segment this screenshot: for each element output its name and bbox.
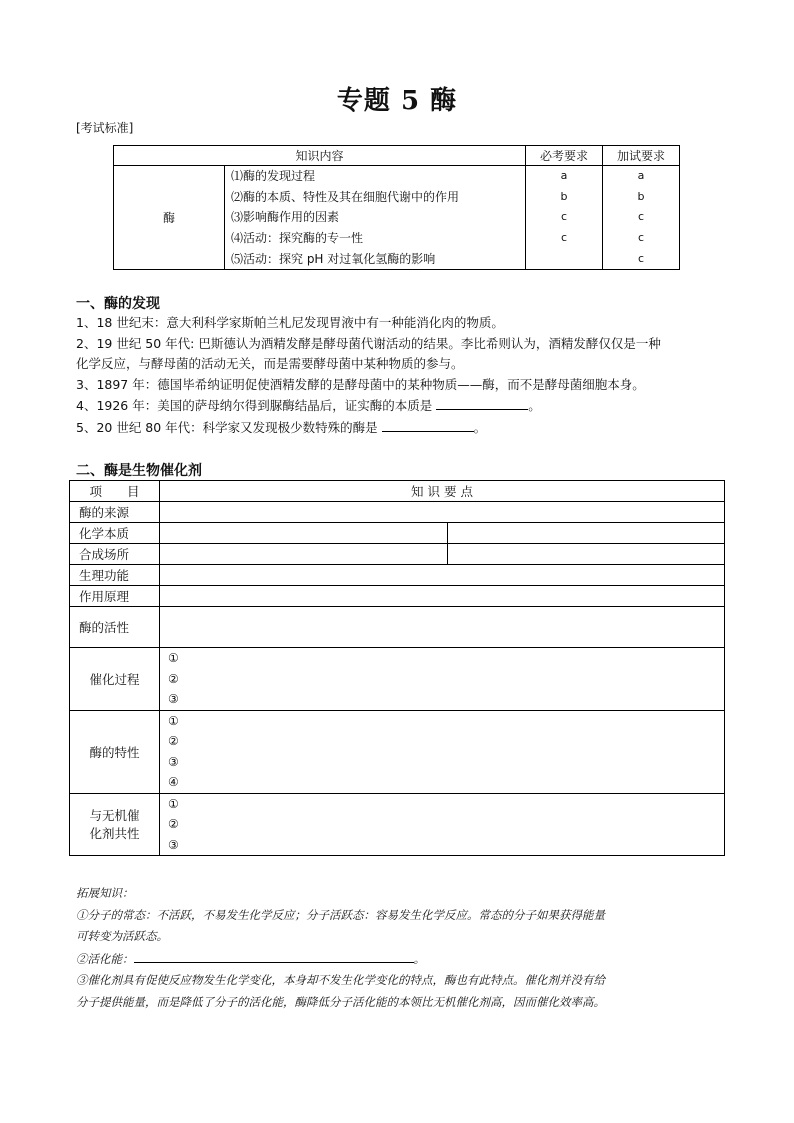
answer-cell-source[interactable] (160, 502, 725, 523)
answer-cell-synthesis-a[interactable] (160, 544, 448, 565)
answer-cell-principle[interactable] (160, 586, 725, 607)
answer-blank-special-enzyme[interactable] (382, 417, 474, 432)
extension-line: 可转变为活跃态。 (76, 929, 168, 943)
item-mark: ① (168, 796, 179, 811)
answer-cell-chemical-b[interactable] (448, 523, 725, 544)
col-points-header: 知 识 要 点 (160, 481, 725, 502)
item-mark: ③ (168, 692, 179, 706)
extension-line: ③催化剂具有促使反应物发生化学变化，本身却不发生化学变化的特点，酶也有此特点。催化剂并没有给 (76, 973, 605, 987)
standard-item: ⑷活动：探究酶的专一性 (231, 231, 364, 246)
required-level (526, 249, 602, 270)
extension-activation (76, 948, 726, 971)
period: 。 (413, 951, 425, 966)
answer-cell-synthesis-b[interactable] (448, 544, 725, 565)
history-line-4 (76, 395, 726, 417)
row-label-common-line1: 与无机催 (89, 808, 140, 824)
answer-cell-process[interactable] (160, 648, 725, 711)
extra-level: c (637, 231, 645, 245)
exam-standard-tag: [考试标准] (76, 121, 134, 135)
answer-blank-enzyme-nature[interactable] (436, 395, 528, 410)
row-label-process: 催化过程 (70, 648, 160, 711)
extension-line: 分子提供能量，而是降低了分子的活化能，酶降低分子活化能的本领比无机催化剂高，因而催化效率高。 (76, 994, 605, 1009)
row-label-traits: 酶的特性 (70, 710, 160, 793)
extra-level: c (637, 210, 645, 224)
header-knowledge: 知识内容 (114, 146, 526, 166)
required-level: a (560, 169, 568, 182)
extra-cell (603, 166, 680, 270)
header-extra: 加试要求 (603, 146, 680, 166)
item-mark: ② (168, 734, 179, 748)
answer-cell-common[interactable] (160, 793, 725, 856)
required-level: c (560, 210, 568, 224)
extra-level: c (637, 251, 645, 265)
item-mark: ③ (168, 837, 179, 852)
item-mark: ④ (168, 775, 179, 789)
extra-level: a (637, 169, 645, 182)
header-required: 必考要求 (526, 146, 603, 166)
answer-cell-activity[interactable] (160, 607, 725, 648)
extension-activation-label: ②活化能： (76, 951, 134, 966)
extra-level: b (637, 189, 645, 203)
section2-heading: 二、酶是生物催化剂 (76, 463, 202, 479)
answer-cell-chemical-a[interactable] (160, 523, 448, 544)
history-line-text: 4、1926 年：美国的萨母纳尔得到脲酶结晶后，证实酶的本质是 (76, 398, 433, 413)
knowledge-table (69, 480, 725, 856)
standard-item: ⑵酶的本质、特性及其在细胞代谢中的作用 (231, 189, 460, 204)
history-line-text: 5、20 世纪 80 年代：科学家又发现极少数特殊的酶是 (76, 419, 378, 435)
period: 。 (528, 398, 541, 413)
row-label-source: 酶的来源 (70, 502, 160, 523)
required-level: c (560, 231, 568, 245)
history-line: 1、18 世纪末：意大利科学家斯帕兰札尼发现胃液中有一种能消化肉的物质。 (76, 315, 504, 330)
answer-blank-activation-energy[interactable] (134, 948, 414, 963)
extension-line: ①分子的常态：不活跃，不易发生化学反应；分子活跃态：容易发生化学反应。常态的分子如果获得能量 (76, 907, 605, 922)
history-line: 2、19 世纪 50 年代: 巴斯德认为酒精发酵是酵母菌代谢活动的结果。李比希则认为，酒精发酵仅仅是一种 (76, 335, 661, 351)
standard-item: ⑴酶的发现过程 (231, 169, 316, 183)
answer-cell-traits[interactable] (160, 710, 725, 793)
answer-cell-function[interactable] (160, 565, 725, 586)
topic-cell: 酶 (114, 166, 225, 270)
extension-knowledge (76, 883, 726, 1013)
period: 。 (473, 419, 487, 435)
item-mark: ② (168, 817, 179, 831)
row-label-function: 生理功能 (70, 565, 160, 586)
item-mark: ① (168, 713, 179, 728)
page-title: 专题 5 酶 (336, 86, 458, 116)
row-label-chemical: 化学本质 (70, 523, 160, 544)
standard-item: ⑸活动：探究 pH 对过氧化氢酶的影响 (231, 251, 436, 266)
items-cell (225, 166, 526, 270)
section1-body (76, 313, 726, 438)
history-line: 化学反应，与酵母菌的活动无关，而是需要酵母菌中某种物质的参与。 (76, 356, 464, 371)
item-mark: ② (168, 671, 179, 686)
extension-heading: 拓展知识： (76, 886, 134, 900)
row-label-activity: 酶的活性 (70, 607, 160, 648)
required-level: b (560, 189, 568, 203)
required-cell (526, 166, 603, 270)
section1-heading: 一、酶的发现 (76, 296, 160, 312)
history-line: 3、1897 年：德国毕希纳证明促使酒精发酵的是酵母菌中的某种物质——酶，而不是酵母菌细胞本身。 (76, 376, 645, 392)
standard-item: ⑶影响酶作用的因素 (231, 210, 340, 225)
item-mark: ③ (168, 754, 179, 769)
row-label-common (70, 793, 160, 856)
row-label-synthesis: 合成场所 (70, 544, 160, 565)
col-item-header: 项 目 (70, 481, 160, 502)
row-label-common-line2: 化剂共性 (89, 826, 140, 842)
row-label-principle: 作用原理 (70, 586, 160, 607)
standards-table (113, 145, 680, 270)
history-line-5 (76, 417, 726, 439)
item-mark: ① (168, 651, 179, 665)
